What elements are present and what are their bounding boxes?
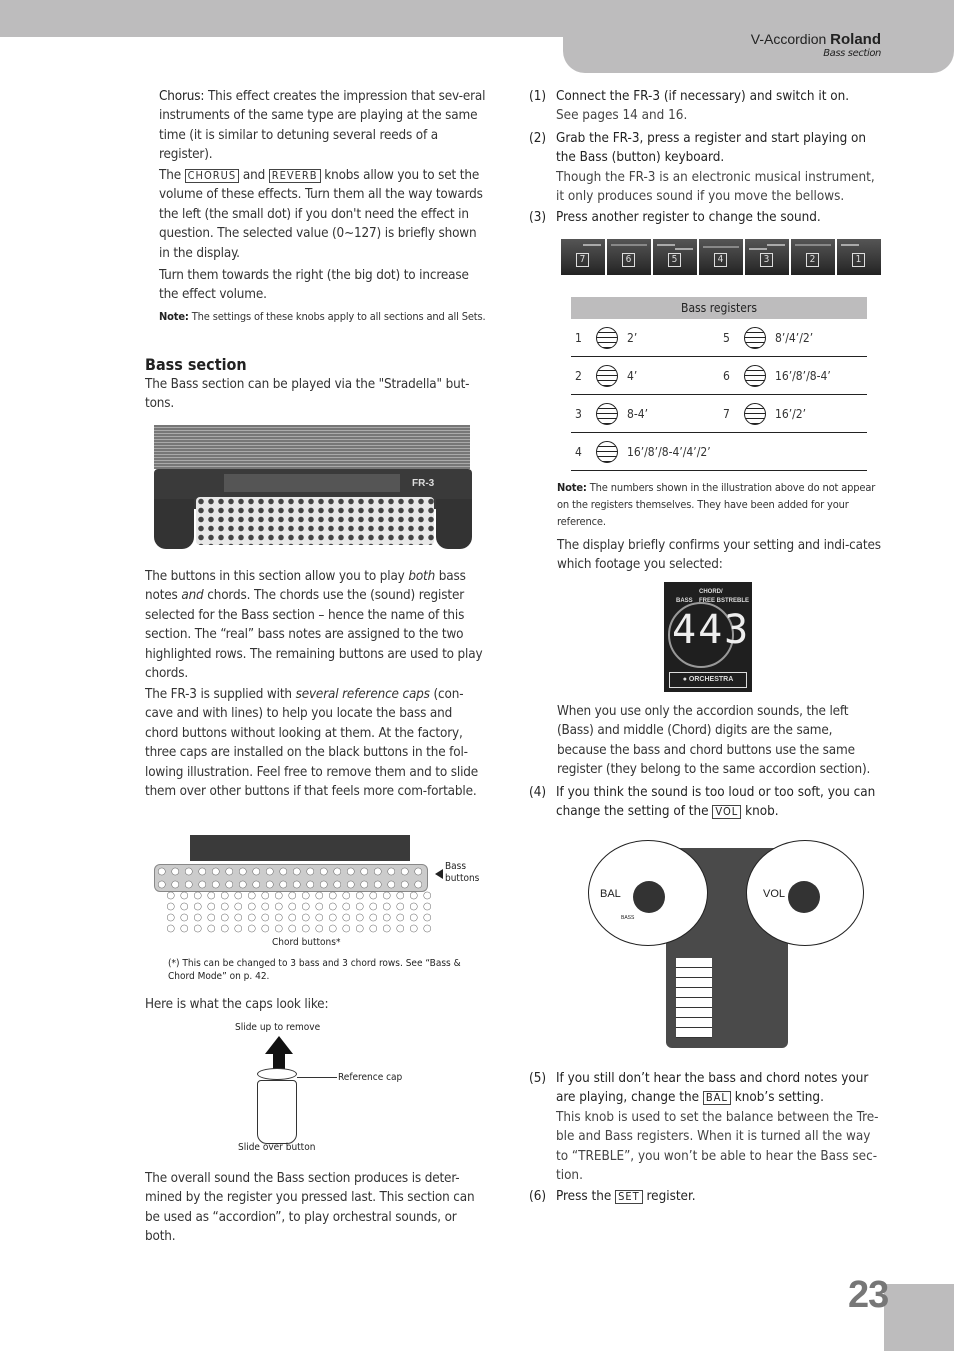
table-row: 3 8-4’ 7 16’/2’	[571, 395, 867, 433]
caps-intro: Here is what the caps look like:	[145, 997, 329, 1012]
vol-knob-label: VOL	[712, 805, 741, 819]
table-row: 4 16’/8’/8-4’/4’/2’	[571, 433, 867, 471]
orchestra-indicator: ● ORCHESTRA	[669, 672, 747, 688]
register-2-free-bass[interactable]: 2	[791, 239, 835, 275]
display-label-free-bs: FREE BS	[699, 598, 726, 604]
bass-label: BASS	[621, 915, 635, 921]
table-row: 1 2’ 5 8’/4’/2’	[571, 319, 867, 357]
vol-label: VOL	[763, 888, 786, 900]
register-7-icon	[744, 403, 766, 425]
register-3-icon	[596, 403, 618, 425]
bass-button-layout-illustration	[150, 833, 490, 948]
register-2-icon	[596, 365, 618, 387]
running-header-section: Bass section	[823, 48, 881, 59]
accordion-note: When you use only the accordion sounds, the left (Bass) and middle (Chord) digits are the same, because the bass and chord buttons use the same register (they belong to the same accordion section).	[557, 704, 871, 778]
chorus-paragraph: Chorus: This effect creates the impression that sev-eral instruments of the same type are playing at the same time (it is similar to detuning several reeds of a register).	[159, 89, 486, 163]
bass-buttons-label: Bass buttons	[445, 861, 480, 884]
accordion-bass-illustration	[154, 425, 472, 555]
running-header: V-Accordion Roland	[750, 31, 881, 48]
register-note: Note: The numbers shown in the illustration above do not appear on the registers themselves. They have been added for your reference.	[557, 481, 876, 528]
register-5-icon	[744, 327, 766, 349]
register-4-icon	[596, 441, 618, 463]
display-intro: The display briefly confirms your setting and indi-cates which footage you selected:	[557, 538, 881, 573]
display-label-chord: CHORD/	[699, 589, 723, 595]
chord-buttons-label: Chord buttons*	[272, 937, 341, 948]
page-number-tab	[884, 1284, 954, 1351]
register-1[interactable]: 1	[837, 239, 881, 275]
register-7[interactable]: 7	[561, 239, 605, 275]
display-illustration	[664, 582, 752, 692]
bal-label: BAL	[600, 888, 621, 900]
bass-registers-table	[571, 297, 867, 471]
fr3-logo: FR-3	[412, 478, 435, 489]
reference-cap-label: Reference cap	[338, 1072, 403, 1083]
page-number: 23	[848, 1274, 889, 1316]
display-label-bass: BASS	[676, 598, 693, 604]
table-row: 2 4’ 6 16’/8’/8-4’	[571, 357, 867, 395]
knob-note: Note: The settings of these knobs apply to all sections and all Sets.	[159, 310, 486, 323]
slide-up-label: Slide up to remove	[235, 1022, 321, 1033]
register-5[interactable]: 5	[653, 239, 697, 275]
arrow-up-icon	[265, 1036, 293, 1054]
slide-over-label: Slide over button	[238, 1142, 316, 1153]
overall-sound-paragraph: The overall sound the Bass section produces is deter-mined by the register you pressed last. This section can be used as “accordion”, to play orchestral sounds, or both.	[145, 1171, 475, 1245]
set-register-label: SET	[615, 1190, 643, 1204]
bal-knob	[633, 881, 665, 913]
register-1-icon	[596, 327, 618, 349]
register-6-orch-bass[interactable]: 6	[607, 239, 651, 275]
vol-knob	[788, 881, 820, 913]
register-strip	[561, 239, 881, 275]
footnote: (*) This can be changed to 3 bass and 3 chord rows. See “Bass & Chord Mode” on p. 42.	[168, 958, 461, 982]
register-4-orc-free-bs[interactable]: 4	[699, 239, 743, 275]
bal-knob-label: BAL	[703, 1091, 731, 1105]
display-label-treble: TREBLE	[725, 598, 749, 604]
bal-vol-knobs-illustration	[588, 838, 864, 1053]
chorus-knob-label: CHORUS	[185, 169, 240, 183]
register-6-icon	[744, 365, 766, 387]
table-title: Bass registers	[571, 297, 867, 319]
register-3[interactable]: 3	[745, 239, 789, 275]
reverb-knob-label: REVERB	[269, 169, 321, 183]
section-intro: The Bass section can be played via the "Stradella" but-tons.	[145, 377, 470, 412]
display-digits: 443	[672, 607, 751, 653]
turn-right-paragraph: Turn them towards the right (the big dot) to increase the effect volume.	[159, 268, 469, 303]
reference-cap-illustration	[230, 1020, 430, 1160]
knobs-paragraph: The CHORUS and REVERB knobs allow you to set the volume of these effects. Turn them all the way towards the left (the small dot) if you don't need the effect in question. The selected value (0~127) is briefly shown in the display.	[159, 168, 483, 261]
buttons-paragraph: The buttons in this section allow you to play both bass notes and chords. The chords use the (sound) register selected for the Bass section – hence the name of this section. The “real” bass notes are assigned to the two highlighted rows. The remaining buttons are used to play chords.	[145, 569, 483, 682]
section-heading: Bass section	[145, 355, 247, 374]
caps-paragraph: The FR-3 is supplied with several reference caps (con-cave and with lines) to help you locate the bass and chord buttons without looking at them. At the factory, three caps are installed on the black buttons in the fol-lowing illustration. Feel free to remove them and to slide them over other buttons if that feels more com-fortable.	[145, 687, 479, 800]
